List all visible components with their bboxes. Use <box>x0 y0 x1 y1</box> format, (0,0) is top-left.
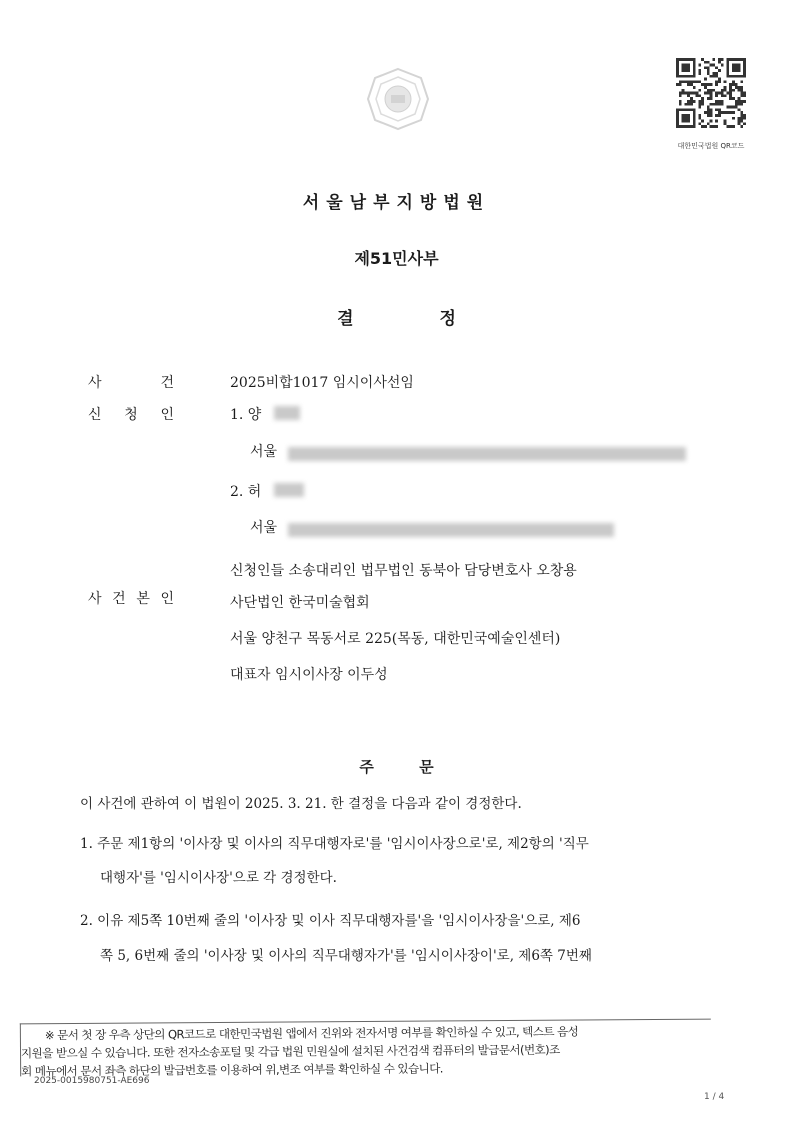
court-seal-emblem <box>365 66 431 132</box>
case-number: 2025비합1017 임시이사선임 <box>230 375 414 391</box>
redaction-bar <box>288 447 686 461</box>
applicant-label: 신 청 인 <box>88 407 174 423</box>
notice-line-1: ※ 문서 첫 장 우측 상단의 QR코드로 대한민국법원 앱에서 진위와 전자서명 여부를 확인하실 수 있고, 텍스트 음성 <box>44 1024 579 1043</box>
order-item-1-line-2: 대행자'를 '임시이사장'으로 각 경정한다. <box>100 870 337 886</box>
applicant-1-address: 서울 <box>250 444 278 460</box>
principal-address: 서울 양천구 목동서로 225(목동, 대한민국예술인센터) <box>230 631 561 647</box>
order-item-2-line-1: 2. 이유 제5쪽 10번째 줄의 '이사장 및 이사 직무대행자를'을 '임시이사장을'으로, 제6 <box>80 913 581 929</box>
principal-name: 사단법인 한국미술협회 <box>230 595 370 611</box>
division-name: 제51민사부 <box>354 249 439 268</box>
qr-code <box>676 58 746 128</box>
qr-caption: 대한민국법원 QR코드 <box>677 142 745 150</box>
document-title: 결 정 <box>337 309 456 329</box>
document-issue-number: 2025-0015980751-AE696 <box>34 1076 150 1086</box>
applicant-1-name: 1. 양 <box>230 407 262 423</box>
redaction-bar <box>274 406 300 420</box>
order-intro: 이 사건에 관하여 이 법원이 2025. 3. 21. 한 결정을 다음과 같이 경정한다. <box>80 796 522 812</box>
order-title: 주 문 <box>359 758 434 776</box>
principal-label: 사 건 본 인 <box>88 591 174 607</box>
applicant-agent: 신청인들 소송대리인 법무법인 동북아 담당변호사 오창용 <box>230 563 577 579</box>
applicant-2-address: 서울 <box>250 520 278 536</box>
verification-notice <box>20 1019 711 1077</box>
order-item-2-line-2: 쪽 5, 6번째 줄의 '이사장 및 이사의 직무대행자가'를 '임시이사장이'로, 제6쪽 7번째 <box>100 948 592 964</box>
principal-representative: 대표자 임시이사장 이두성 <box>230 667 388 683</box>
page-number: 1 / 4 <box>704 1092 725 1102</box>
court-name: 서울남부지방법원 <box>302 193 491 213</box>
notice-line-3: 회 메뉴에서 문서 좌측 하단의 발급번호를 이용하여 위,변조 여부를 확인하실 수 있습니다. <box>21 1061 443 1079</box>
redaction-bar <box>274 483 304 497</box>
order-item-1-line-1: 1. 주문 제1항의 '이사장 및 이사의 직무대행자로'를 '임시이사장으로'로, 제2항의 '직무 <box>80 836 589 852</box>
case-label: 사 건 <box>88 375 174 391</box>
notice-line-2: 지원을 받으실 수 있습니다. 또한 전자소송포털 및 각급 법원 민원실에 설치된 사건검색 컴퓨터의 발급문서(번호)조 <box>20 1042 560 1061</box>
redaction-bar <box>288 523 614 537</box>
applicant-2-name: 2. 허 <box>230 484 262 500</box>
